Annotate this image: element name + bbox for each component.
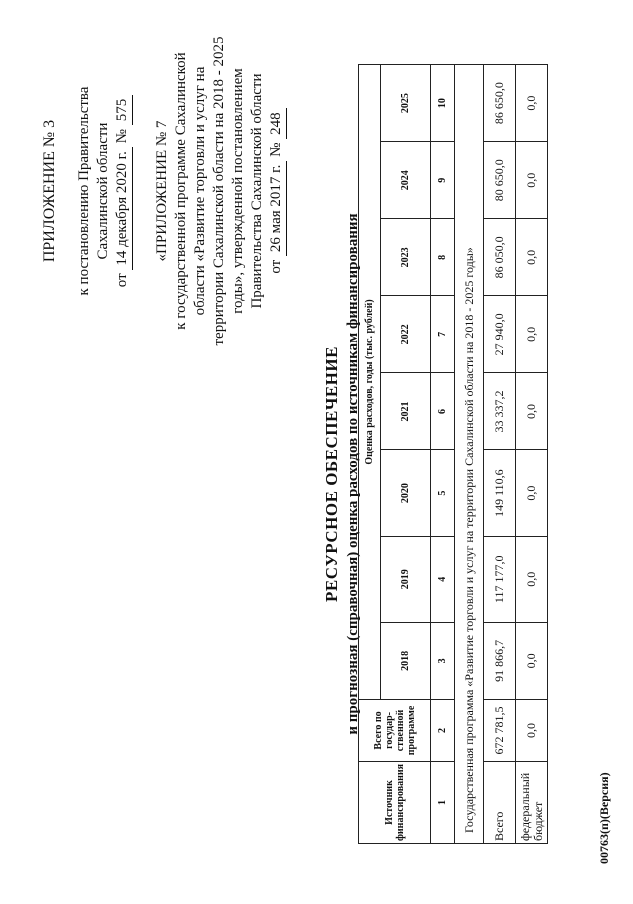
- table-cell: 117 177,0: [484, 536, 516, 622]
- col-number: 4: [431, 536, 455, 622]
- col-number: 8: [431, 219, 455, 296]
- decree-number: 248: [267, 108, 287, 139]
- year-header: 2022: [381, 296, 431, 373]
- col-number: 9: [431, 142, 455, 219]
- table-cell: 0,0: [516, 65, 548, 142]
- table-row: [516, 65, 548, 844]
- years-group-header: Оценка расходов, годы (тыс. рублей): [359, 65, 381, 700]
- table-cell: 86 050,0: [484, 219, 516, 296]
- col-number: 10: [431, 65, 455, 142]
- year-header: 2019: [381, 536, 431, 622]
- table-cell: 0,0: [516, 142, 548, 219]
- annex-header: [40, 36, 287, 346]
- annex-line-2: Сахалинской области: [95, 122, 111, 260]
- table-cell: 0,0: [516, 536, 548, 622]
- annex-title: ПРИЛОЖЕНИЕ № 3: [41, 119, 58, 263]
- annex-line-1: к постановлению Правительства: [76, 86, 92, 296]
- title-sub: и прогнозная (справочная) оценка расходов по источникам финансирования: [345, 213, 361, 735]
- col-number: 2: [431, 699, 455, 761]
- table-row: [484, 65, 516, 844]
- body-line-1: к государственной программе Сахалинской: [173, 52, 189, 330]
- document-title: [322, 104, 362, 844]
- table-cell: 0,0: [516, 699, 548, 761]
- ot2-label: от: [268, 259, 284, 274]
- body-line-4: годы», утвержденной постановлением: [230, 68, 246, 314]
- annex-number: 575: [113, 95, 133, 126]
- col-number: 3: [431, 622, 455, 699]
- decree-date: 26 мая 2017 г.: [267, 161, 287, 256]
- row-source-label: федеральный бюджет: [516, 761, 548, 843]
- table-cell: 0,0: [516, 296, 548, 373]
- table-cell: 0,0: [516, 373, 548, 450]
- body-line-5: Правительства Сахалинской области: [249, 73, 265, 309]
- col-number: 6: [431, 373, 455, 450]
- num-label: №: [114, 129, 130, 144]
- annex-date-line: [113, 36, 133, 346]
- body-line-3: территории Сахалинской области на 2018 - 2025: [211, 36, 227, 346]
- table-cell: 27 940,0: [484, 296, 516, 373]
- col-number: 1: [431, 761, 455, 843]
- num2-label: №: [268, 142, 284, 157]
- table-cell: 80 650,0: [484, 142, 516, 219]
- table-cell: 86 650,0: [484, 65, 516, 142]
- table-cell: 33 337,2: [484, 373, 516, 450]
- table-cell: 0,0: [516, 219, 548, 296]
- quote-title: «ПРИЛОЖЕНИЕ № 7: [154, 120, 170, 262]
- year-header: 2024: [381, 142, 431, 219]
- year-header: 2020: [381, 450, 431, 536]
- col-number: 7: [431, 296, 455, 373]
- title-main: РЕСУРСНОЕ ОБЕСПЕЧЕНИЕ: [322, 346, 341, 602]
- year-header: 2021: [381, 373, 431, 450]
- footer-code: 00763(п)(Версия): [597, 772, 611, 864]
- table-cell: 149 110,6: [484, 450, 516, 536]
- table-cell: 672 781,5: [484, 699, 516, 761]
- annex-date: 14 декабря 2020 г.: [113, 147, 133, 270]
- col-total-header: Всего по государ-ственной программе: [359, 699, 431, 761]
- col-number: 5: [431, 450, 455, 536]
- year-header: 2018: [381, 622, 431, 699]
- table-cell: 0,0: [516, 622, 548, 699]
- row-source-label: Всего: [484, 761, 516, 843]
- table-cell: 0,0: [516, 450, 548, 536]
- decree-date-line: [267, 36, 287, 346]
- table-cell: 91 866,7: [484, 622, 516, 699]
- year-header: 2025: [381, 65, 431, 142]
- ot-label: от: [114, 273, 130, 288]
- body-line-2: области «Развитие торговли и услуг на: [192, 66, 208, 316]
- year-header: 2023: [381, 219, 431, 296]
- funding-table: [358, 64, 548, 844]
- col-source-header: Источник финансирования: [359, 761, 431, 843]
- program-row: Государственная программа «Развитие торговли и услуг на территории Сахалинской области на 2018 - 2025 годы»: [455, 65, 484, 844]
